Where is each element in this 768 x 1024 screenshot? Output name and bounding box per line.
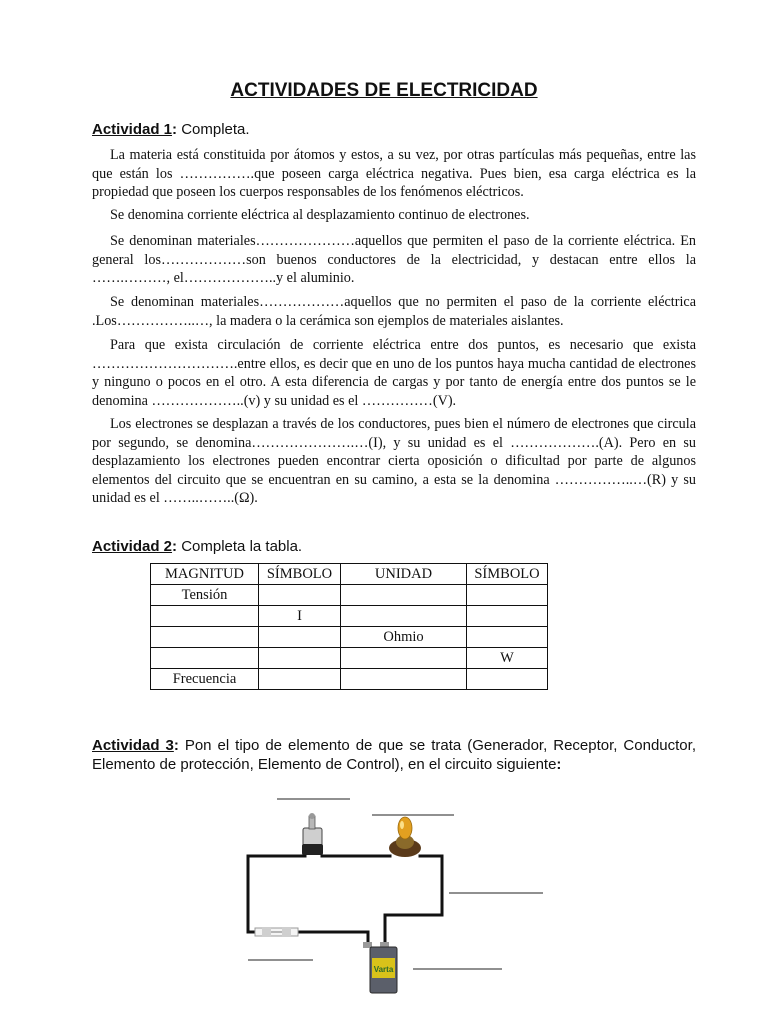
- table-cell: [341, 648, 467, 669]
- switch-icon: [302, 813, 323, 855]
- table-header-cell: MAGNITUD: [151, 564, 259, 585]
- table-cell: [467, 627, 548, 648]
- activity-2-label: Actividad 2: [92, 538, 173, 555]
- battery-brand-label: Varta: [373, 965, 394, 974]
- table-row: [151, 585, 548, 606]
- table-cell: [259, 627, 341, 648]
- table-row: [151, 606, 548, 627]
- table-header-cell: SÍMBOLO: [259, 564, 341, 585]
- table-row: [151, 627, 548, 648]
- activity-1-paragraph: La materia está constituida por átomos y estos, a su vez, por otras partículas más pequeñas, entre las que están los …………….que poseen carga eléctrica negativa. Pues bien, esa carga eléctrica es la propiedad que poseen los cuerpos responsables de los fenómenos eléctricos.: [92, 147, 696, 201]
- activity-1-heading: Actividad 1: Completa.: [92, 121, 250, 138]
- bulb-icon: [389, 817, 421, 857]
- activity-3-label: Actividad 3: [92, 737, 174, 754]
- table-cell: [259, 648, 341, 669]
- table-row: [151, 669, 548, 690]
- table-cell: [151, 606, 259, 627]
- activity-1-paragraph: Se denominan materiales…………………aquellos que permiten el paso de la corriente eléctrica. En general los………………son buenos conductores de la electricidad, y destacan entre ellos la …….………, el………………..y el aluminio.: [92, 233, 696, 287]
- activity-1-label: Actividad 1: [92, 121, 173, 138]
- battery-icon: [363, 942, 397, 993]
- activity-3-instruction: Pon el tipo de elemento de que se trata (Generador, Receptor, Conductor, Elemento de protección, Elemento de Control), en el circuito siguiente: [92, 737, 696, 773]
- table-header-cell: UNIDAD: [341, 564, 467, 585]
- page-title: ACTIVIDADES DE ELECTRICIDAD: [230, 80, 538, 101]
- table-header-row: [151, 564, 548, 585]
- table-cell: Frecuencia: [151, 669, 259, 690]
- activity-3-text: Actividad 3: Pon el tipo de elemento de que se trata (Generador, Receptor, Conductor, Elemento de protección, Elemento de Control), en el circuito siguiente:: [92, 737, 696, 773]
- activity-2-heading: Actividad 2: Completa la tabla.: [92, 538, 303, 555]
- circuit-diagram: [0, 780, 768, 1020]
- table-cell: [259, 585, 341, 606]
- table-cell: Ohmio: [341, 627, 467, 648]
- fuse-icon: [255, 927, 298, 937]
- activity-1-instruction: Completa.: [177, 121, 250, 138]
- magnitudes-table: [150, 563, 548, 690]
- table-cell: [467, 606, 548, 627]
- table-cell: [341, 585, 467, 606]
- table-cell: [259, 669, 341, 690]
- activity-2-instruction: Completa la tabla.: [177, 538, 303, 555]
- table-cell: [341, 606, 467, 627]
- table-row: [151, 648, 548, 669]
- activity-1-paragraph: Se denomina corriente eléctrica al desplazamiento continuo de electrones.: [110, 207, 530, 223]
- table-cell: [467, 669, 548, 690]
- activity-1-paragraph: Los electrones se desplazan a través de los conductores, pues bien el número de electrones que circula por segundo, se denomina………………….…(I), y su unidad es el ……………….(A). Pero en su desplazamiento los electrones pueden encontrar cierta oposición o dificultad por parte de algunos elementos del circuito que se encuentran en su camino, a esta se la denomina ……………..…(R) y su unidad es el ……..……..(Ω).: [92, 416, 696, 507]
- table-cell: I: [259, 606, 341, 627]
- table-cell: Tensión: [151, 585, 259, 606]
- activity-1-paragraph: Para que exista circulación de corriente eléctrica entre dos puntos, es necesario que exista ………………………….entre ellos, es decir que en uno de los puntos haya mucha cantidad de electrones y ninguno o pocos en el otro. A esta diferencia de cargas y por tanto de energía entre dos puntos se le denomina ………………..(v) y su unidad es el ……………(V).: [92, 337, 696, 409]
- table-cell: [151, 627, 259, 648]
- table-cell: [151, 648, 259, 669]
- table-cell: W: [467, 648, 548, 669]
- table-cell: [341, 669, 467, 690]
- table-header-cell: SÍMBOLO: [467, 564, 548, 585]
- table-cell: [467, 585, 548, 606]
- activity-1-paragraph: Se denominan materiales………………aquellos que no permiten el paso de la corriente eléctrica .Los……………..…, la madera o la cerámica son ejemplos de materiales aislantes.: [92, 294, 696, 329]
